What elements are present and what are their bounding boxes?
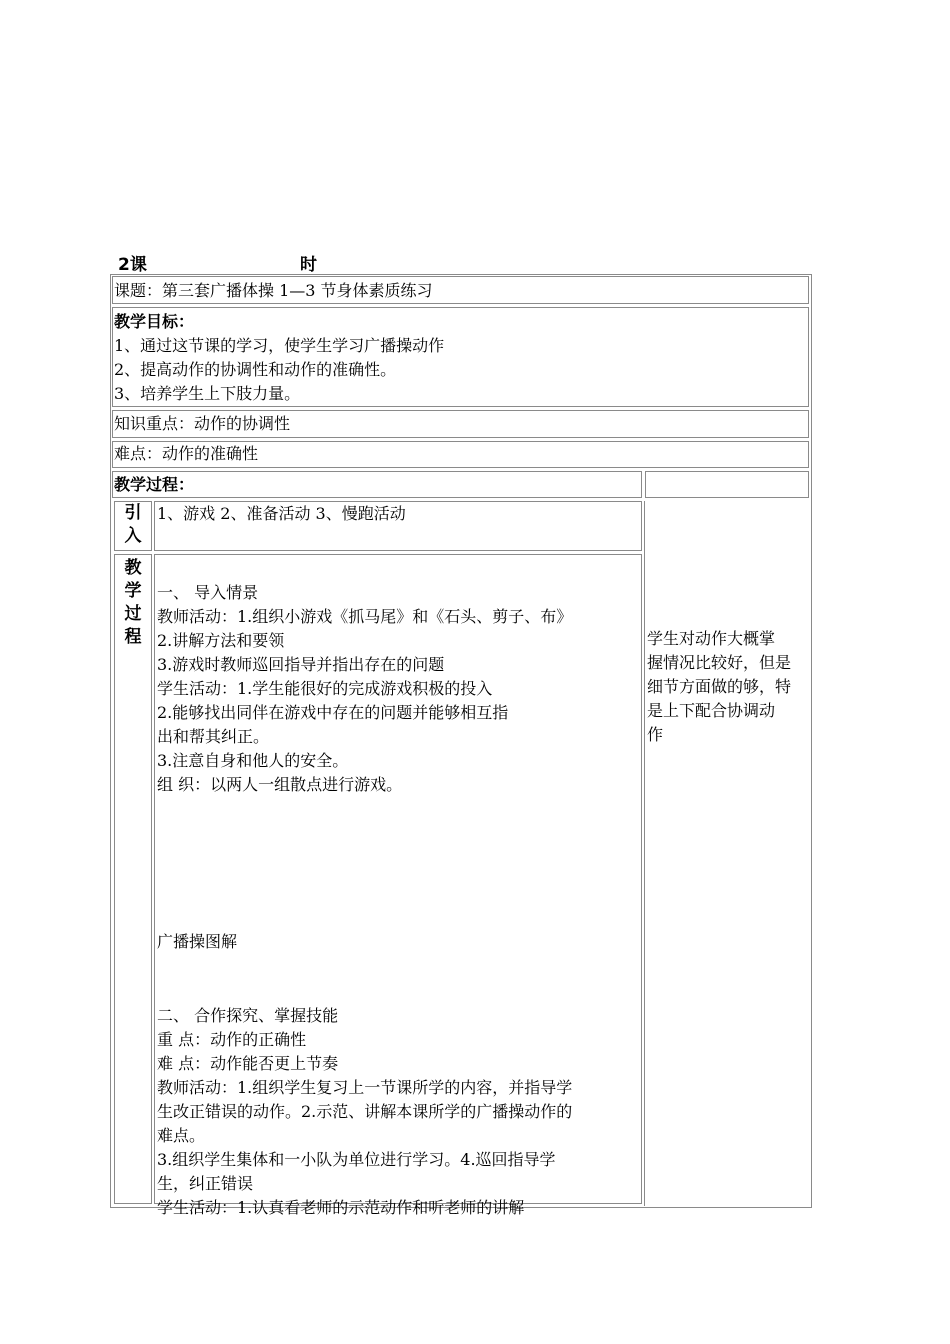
process-title: 教学过程： (114, 475, 195, 494)
process-line: 2.讲解方法和要领 (157, 631, 285, 650)
intro-content: 1、游戏 2、准备活动 3、慢跑活动 (157, 504, 406, 523)
objective-item-2: 2、提高动作的协调性和动作的准确性。 (114, 360, 397, 379)
process-part-one (157, 557, 572, 821)
feedback-line: 作 (647, 725, 664, 744)
process-line: 学生活动：1.认真看老师的示范动作和听老师的讲解 (157, 1198, 525, 1217)
process-line: 重 点：动作的正确性 (157, 1030, 307, 1049)
process-part-two (157, 980, 572, 1244)
topic-text: 课题：第三套广播体操 1—3 节身体素质练习 (114, 281, 433, 300)
process-line: 一、 导入情景 (157, 583, 259, 602)
diagram-label: 广播操图解 (157, 932, 238, 951)
feedback-block (647, 627, 791, 747)
lesson-hour: 时 (300, 255, 317, 275)
objectives-title: 教学目标： (114, 312, 195, 331)
objectives-block (114, 310, 444, 406)
process-line: 难点。 (157, 1126, 206, 1145)
process-line: 生改正错误的动作。2.示范、讲解本课所学的广播操动作的 (157, 1102, 573, 1121)
process-line: 3.注意自身和他人的安全。 (157, 751, 349, 770)
process-line: 3.游戏时教师巡回指导并指出存在的问题 (157, 655, 445, 674)
process-title-side-cell (645, 471, 809, 498)
intro-label: 引 入 (124, 503, 142, 546)
feedback-line: 细节方面做的够，特 (647, 677, 792, 696)
process-line: 难 点：动作能否更上节奏 (157, 1054, 339, 1073)
process-line: 组 织：以两人一组散点进行游戏。 (157, 775, 403, 794)
feedback-divider (644, 501, 645, 1206)
process-label: 教 学 过 程 (124, 558, 142, 647)
process-line: 教师活动：1.组织学生复习上一节课所学的内容，并指导学 (157, 1078, 573, 1097)
lesson-number: 2课 (118, 255, 147, 275)
process-line: 2.能够找出同伴在游戏中存在的问题并能够相互指 (157, 703, 509, 722)
process-line: 生，纠正错误 (157, 1174, 254, 1193)
objective-item-1: 1、通过这节课的学习，使学生学习广播操动作 (114, 336, 445, 355)
feedback-line: 学生对动作大概掌 (647, 629, 776, 648)
feedback-line: 是上下配合协调动 (647, 701, 776, 720)
feedback-line: 握情况比较好，但是 (647, 653, 792, 672)
objective-item-3: 3、培养学生上下肢力量。 (114, 384, 301, 403)
process-line: 教师活动：1.组织小游戏《抓马尾》和《石头、剪子、布》 (157, 607, 573, 626)
process-line: 出和帮其纠正。 (157, 727, 270, 746)
process-line: 学生活动：1.学生能很好的完成游戏积极的投入 (157, 679, 493, 698)
process-line: 3.组织学生集体和一小队为单位进行学习。4.巡回指导学 (157, 1150, 556, 1169)
key-point-text: 知识重点：动作的协调性 (114, 414, 291, 433)
process-line: 二、 合作探究、掌握技能 (157, 1006, 339, 1025)
difficulty-text: 难点：动作的准确性 (114, 444, 259, 463)
process-label-cell (114, 554, 152, 1204)
